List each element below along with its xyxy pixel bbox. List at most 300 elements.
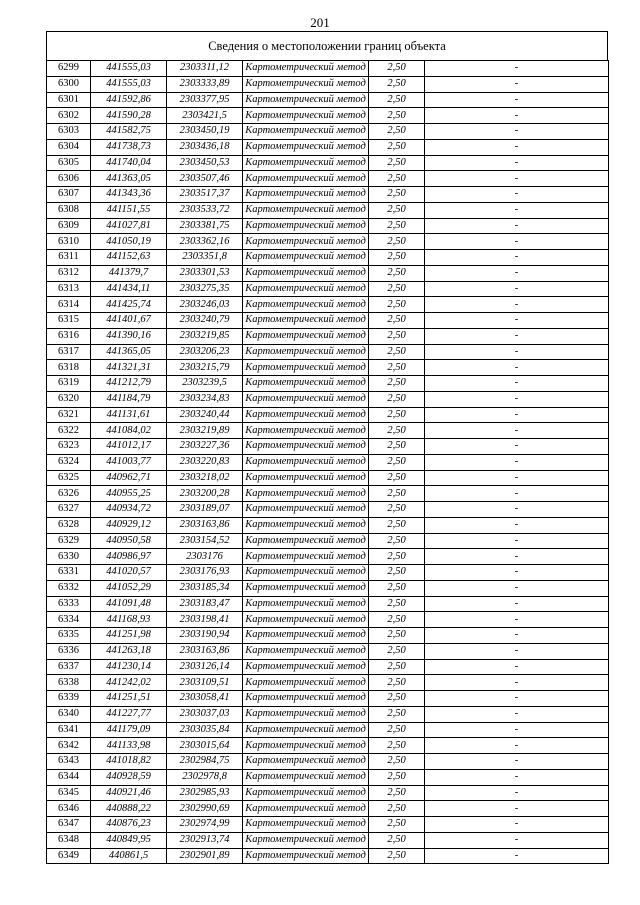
point-number-cell: 6335 xyxy=(47,628,91,644)
method-cell: Картометрический метод xyxy=(243,643,369,659)
x-coordinate-cell: 441363,05 xyxy=(91,171,167,187)
x-coordinate-cell: 441425,74 xyxy=(91,297,167,313)
accuracy-cell: 2,50 xyxy=(369,675,425,691)
point-number-cell: 6337 xyxy=(47,659,91,675)
x-coordinate-cell: 441133,98 xyxy=(91,738,167,754)
x-coordinate-cell: 440888,22 xyxy=(91,801,167,817)
point-number-cell: 6314 xyxy=(47,297,91,313)
table-row xyxy=(47,423,609,439)
description-cell: - xyxy=(425,801,609,817)
y-coordinate-cell: 2303219,85 xyxy=(167,328,243,344)
x-coordinate-cell: 441050,19 xyxy=(91,234,167,250)
table-row xyxy=(47,328,609,344)
point-number-cell: 6307 xyxy=(47,187,91,203)
point-number-cell: 6301 xyxy=(47,92,91,108)
x-coordinate-cell: 441131,61 xyxy=(91,407,167,423)
description-cell: - xyxy=(425,675,609,691)
y-coordinate-cell: 2303240,44 xyxy=(167,407,243,423)
accuracy-cell: 2,50 xyxy=(369,565,425,581)
y-coordinate-cell: 2303246,03 xyxy=(167,297,243,313)
description-cell: - xyxy=(425,533,609,549)
table-row xyxy=(47,580,609,596)
accuracy-cell: 2,50 xyxy=(369,250,425,266)
method-cell: Картометрический метод xyxy=(243,454,369,470)
description-cell: - xyxy=(425,234,609,250)
y-coordinate-cell: 2303450,53 xyxy=(167,155,243,171)
x-coordinate-cell: 440934,72 xyxy=(91,502,167,518)
point-number-cell: 6324 xyxy=(47,454,91,470)
x-coordinate-cell: 440928,59 xyxy=(91,769,167,785)
y-coordinate-cell: 2303219,89 xyxy=(167,423,243,439)
description-cell: - xyxy=(425,281,609,297)
description-cell: - xyxy=(425,139,609,155)
x-coordinate-cell: 440849,95 xyxy=(91,832,167,848)
y-coordinate-cell: 2303190,94 xyxy=(167,628,243,644)
point-number-cell: 6311 xyxy=(47,250,91,266)
accuracy-cell: 2,50 xyxy=(369,517,425,533)
point-number-cell: 6303 xyxy=(47,124,91,140)
y-coordinate-cell: 2302985,93 xyxy=(167,785,243,801)
y-coordinate-cell: 2302901,89 xyxy=(167,848,243,864)
x-coordinate-cell: 441555,03 xyxy=(91,76,167,92)
accuracy-cell: 2,50 xyxy=(369,817,425,833)
description-cell: - xyxy=(425,454,609,470)
description-cell: - xyxy=(425,643,609,659)
table-row xyxy=(47,187,609,203)
x-coordinate-cell: 440955,25 xyxy=(91,486,167,502)
point-number-cell: 6332 xyxy=(47,580,91,596)
accuracy-cell: 2,50 xyxy=(369,328,425,344)
method-cell: Картометрический метод xyxy=(243,738,369,754)
method-cell: Картометрический метод xyxy=(243,108,369,124)
x-coordinate-cell: 440921,46 xyxy=(91,785,167,801)
accuracy-cell: 2,50 xyxy=(369,76,425,92)
point-number-cell: 6321 xyxy=(47,407,91,423)
table-row xyxy=(47,517,609,533)
point-number-cell: 6345 xyxy=(47,785,91,801)
method-cell: Картометрический метод xyxy=(243,565,369,581)
method-cell: Картометрический метод xyxy=(243,848,369,864)
point-number-cell: 6348 xyxy=(47,832,91,848)
method-cell: Картометрический метод xyxy=(243,407,369,423)
description-cell: - xyxy=(425,202,609,218)
x-coordinate-cell: 441012,17 xyxy=(91,439,167,455)
accuracy-cell: 2,50 xyxy=(369,423,425,439)
x-coordinate-cell: 441321,31 xyxy=(91,360,167,376)
point-number-cell: 6339 xyxy=(47,691,91,707)
x-coordinate-cell: 441152,63 xyxy=(91,250,167,266)
accuracy-cell: 2,50 xyxy=(369,155,425,171)
method-cell: Картометрический метод xyxy=(243,376,369,392)
table-row xyxy=(47,281,609,297)
method-cell: Картометрический метод xyxy=(243,139,369,155)
y-coordinate-cell: 2303126,14 xyxy=(167,659,243,675)
method-cell: Картометрический метод xyxy=(243,817,369,833)
description-cell: - xyxy=(425,754,609,770)
point-number-cell: 6341 xyxy=(47,722,91,738)
point-number-cell: 6309 xyxy=(47,218,91,234)
y-coordinate-cell: 2302990,69 xyxy=(167,801,243,817)
y-coordinate-cell: 2303220,83 xyxy=(167,454,243,470)
description-cell: - xyxy=(425,344,609,360)
x-coordinate-cell: 441738,73 xyxy=(91,139,167,155)
table-row xyxy=(47,486,609,502)
boundary-sheet xyxy=(46,31,608,864)
x-coordinate-cell: 441179,09 xyxy=(91,722,167,738)
accuracy-cell: 2,50 xyxy=(369,92,425,108)
method-cell: Картометрический метод xyxy=(243,187,369,203)
description-cell: - xyxy=(425,628,609,644)
y-coordinate-cell: 2303200,28 xyxy=(167,486,243,502)
y-coordinate-cell: 2303275,35 xyxy=(167,281,243,297)
description-cell: - xyxy=(425,391,609,407)
point-number-cell: 6338 xyxy=(47,675,91,691)
table-row xyxy=(47,706,609,722)
point-number-cell: 6334 xyxy=(47,612,91,628)
method-cell: Картометрический метод xyxy=(243,580,369,596)
point-number-cell: 6340 xyxy=(47,706,91,722)
table-row xyxy=(47,313,609,329)
x-coordinate-cell: 441052,29 xyxy=(91,580,167,596)
table-row xyxy=(47,754,609,770)
x-coordinate-cell: 441184,79 xyxy=(91,391,167,407)
method-cell: Картометрический метод xyxy=(243,423,369,439)
x-coordinate-cell: 441027,81 xyxy=(91,218,167,234)
accuracy-cell: 2,50 xyxy=(369,785,425,801)
method-cell: Картометрический метод xyxy=(243,502,369,518)
table-row xyxy=(47,344,609,360)
y-coordinate-cell: 2303189,07 xyxy=(167,502,243,518)
table-row xyxy=(47,722,609,738)
x-coordinate-cell: 440986,97 xyxy=(91,549,167,565)
accuracy-cell: 2,50 xyxy=(369,754,425,770)
x-coordinate-cell: 441590,28 xyxy=(91,108,167,124)
description-cell: - xyxy=(425,407,609,423)
point-number-cell: 6306 xyxy=(47,171,91,187)
accuracy-cell: 2,50 xyxy=(369,769,425,785)
table-row xyxy=(47,218,609,234)
y-coordinate-cell: 2302974,99 xyxy=(167,817,243,833)
table-row xyxy=(47,297,609,313)
x-coordinate-cell: 440962,71 xyxy=(91,470,167,486)
accuracy-cell: 2,50 xyxy=(369,738,425,754)
accuracy-cell: 2,50 xyxy=(369,218,425,234)
table-row xyxy=(47,848,609,864)
description-cell: - xyxy=(425,565,609,581)
x-coordinate-cell: 441251,98 xyxy=(91,628,167,644)
method-cell: Картометрический метод xyxy=(243,517,369,533)
table-row xyxy=(47,502,609,518)
method-cell: Картометрический метод xyxy=(243,439,369,455)
page-number: 201 xyxy=(310,15,330,30)
accuracy-cell: 2,50 xyxy=(369,187,425,203)
method-cell: Картометрический метод xyxy=(243,596,369,612)
accuracy-cell: 2,50 xyxy=(369,139,425,155)
table-row xyxy=(47,250,609,266)
description-cell: - xyxy=(425,738,609,754)
y-coordinate-cell: 2302984,75 xyxy=(167,754,243,770)
accuracy-cell: 2,50 xyxy=(369,706,425,722)
y-coordinate-cell: 2303227,36 xyxy=(167,439,243,455)
accuracy-cell: 2,50 xyxy=(369,439,425,455)
y-coordinate-cell: 2302913,74 xyxy=(167,832,243,848)
accuracy-cell: 2,50 xyxy=(369,360,425,376)
table-row xyxy=(47,92,609,108)
table-row xyxy=(47,155,609,171)
y-coordinate-cell: 2303421,5 xyxy=(167,108,243,124)
table-row xyxy=(47,108,609,124)
y-coordinate-cell: 2303218,02 xyxy=(167,470,243,486)
table-row xyxy=(47,691,609,707)
description-cell: - xyxy=(425,502,609,518)
method-cell: Картометрический метод xyxy=(243,313,369,329)
method-cell: Картометрический метод xyxy=(243,234,369,250)
table-row xyxy=(47,817,609,833)
method-cell: Картометрический метод xyxy=(243,202,369,218)
method-cell: Картометрический метод xyxy=(243,328,369,344)
accuracy-cell: 2,50 xyxy=(369,549,425,565)
method-cell: Картометрический метод xyxy=(243,281,369,297)
point-number-cell: 6316 xyxy=(47,328,91,344)
point-number-cell: 6325 xyxy=(47,470,91,486)
x-coordinate-cell: 441242,02 xyxy=(91,675,167,691)
description-cell: - xyxy=(425,722,609,738)
point-number-cell: 6328 xyxy=(47,517,91,533)
point-number-cell: 6344 xyxy=(47,769,91,785)
accuracy-cell: 2,50 xyxy=(369,612,425,628)
description-cell: - xyxy=(425,250,609,266)
table-row xyxy=(47,265,609,281)
accuracy-cell: 2,50 xyxy=(369,533,425,549)
table-row xyxy=(47,785,609,801)
point-number-cell: 6302 xyxy=(47,108,91,124)
point-number-cell: 6331 xyxy=(47,565,91,581)
description-cell: - xyxy=(425,517,609,533)
table-row xyxy=(47,549,609,565)
method-cell: Картометрический метод xyxy=(243,360,369,376)
accuracy-cell: 2,50 xyxy=(369,124,425,140)
description-cell: - xyxy=(425,470,609,486)
point-number-cell: 6299 xyxy=(47,61,91,77)
accuracy-cell: 2,50 xyxy=(369,454,425,470)
accuracy-cell: 2,50 xyxy=(369,313,425,329)
method-cell: Картометрический метод xyxy=(243,297,369,313)
y-coordinate-cell: 2303351,8 xyxy=(167,250,243,266)
accuracy-cell: 2,50 xyxy=(369,848,425,864)
method-cell: Картометрический метод xyxy=(243,92,369,108)
y-coordinate-cell: 2303240,79 xyxy=(167,313,243,329)
table-row xyxy=(47,234,609,250)
point-number-cell: 6347 xyxy=(47,817,91,833)
point-number-cell: 6313 xyxy=(47,281,91,297)
point-number-cell: 6336 xyxy=(47,643,91,659)
point-number-cell: 6300 xyxy=(47,76,91,92)
accuracy-cell: 2,50 xyxy=(369,502,425,518)
description-cell: - xyxy=(425,848,609,864)
description-cell: - xyxy=(425,360,609,376)
y-coordinate-cell: 2303035,84 xyxy=(167,722,243,738)
table-row xyxy=(47,407,609,423)
y-coordinate-cell: 2303533,72 xyxy=(167,202,243,218)
table-row xyxy=(47,124,609,140)
method-cell: Картометрический метод xyxy=(243,769,369,785)
table-row xyxy=(47,61,609,77)
point-number-cell: 6319 xyxy=(47,376,91,392)
method-cell: Картометрический метод xyxy=(243,691,369,707)
accuracy-cell: 2,50 xyxy=(369,344,425,360)
table-row xyxy=(47,202,609,218)
method-cell: Картометрический метод xyxy=(243,486,369,502)
y-coordinate-cell: 2303381,75 xyxy=(167,218,243,234)
method-cell: Картометрический метод xyxy=(243,612,369,628)
x-coordinate-cell: 440950,58 xyxy=(91,533,167,549)
table-row xyxy=(47,643,609,659)
table-row xyxy=(47,171,609,187)
x-coordinate-cell: 441592,86 xyxy=(91,92,167,108)
description-cell: - xyxy=(425,659,609,675)
y-coordinate-cell: 2303239,5 xyxy=(167,376,243,392)
accuracy-cell: 2,50 xyxy=(369,407,425,423)
table-row xyxy=(47,360,609,376)
y-coordinate-cell: 2303206,23 xyxy=(167,344,243,360)
description-cell: - xyxy=(425,785,609,801)
x-coordinate-cell: 441343,36 xyxy=(91,187,167,203)
accuracy-cell: 2,50 xyxy=(369,643,425,659)
x-coordinate-cell: 441020,57 xyxy=(91,565,167,581)
x-coordinate-cell: 441168,93 xyxy=(91,612,167,628)
description-cell: - xyxy=(425,832,609,848)
point-number-cell: 6317 xyxy=(47,344,91,360)
x-coordinate-cell: 441230,14 xyxy=(91,659,167,675)
accuracy-cell: 2,50 xyxy=(369,202,425,218)
table-row xyxy=(47,659,609,675)
y-coordinate-cell: 2303198,41 xyxy=(167,612,243,628)
accuracy-cell: 2,50 xyxy=(369,391,425,407)
table-row xyxy=(47,738,609,754)
accuracy-cell: 2,50 xyxy=(369,297,425,313)
x-coordinate-cell: 441263,18 xyxy=(91,643,167,659)
y-coordinate-cell: 2303058,41 xyxy=(167,691,243,707)
accuracy-cell: 2,50 xyxy=(369,659,425,675)
point-number-cell: 6304 xyxy=(47,139,91,155)
y-coordinate-cell: 2303377,95 xyxy=(167,92,243,108)
point-number-cell: 6323 xyxy=(47,439,91,455)
method-cell: Картометрический метод xyxy=(243,628,369,644)
accuracy-cell: 2,50 xyxy=(369,832,425,848)
method-cell: Картометрический метод xyxy=(243,344,369,360)
y-coordinate-cell: 2303109,51 xyxy=(167,675,243,691)
description-cell: - xyxy=(425,171,609,187)
description-cell: - xyxy=(425,265,609,281)
x-coordinate-cell: 441084,02 xyxy=(91,423,167,439)
description-cell: - xyxy=(425,76,609,92)
method-cell: Картометрический метод xyxy=(243,265,369,281)
point-number-cell: 6308 xyxy=(47,202,91,218)
table-row xyxy=(47,533,609,549)
table-row xyxy=(47,832,609,848)
coordinates-table-body xyxy=(47,61,609,864)
y-coordinate-cell: 2302978,8 xyxy=(167,769,243,785)
point-number-cell: 6315 xyxy=(47,313,91,329)
table-row xyxy=(47,801,609,817)
x-coordinate-cell: 441434,11 xyxy=(91,281,167,297)
description-cell: - xyxy=(425,549,609,565)
method-cell: Картометрический метод xyxy=(243,801,369,817)
y-coordinate-cell: 2303311,12 xyxy=(167,61,243,77)
description-cell: - xyxy=(425,313,609,329)
description-cell: - xyxy=(425,328,609,344)
description-cell: - xyxy=(425,218,609,234)
x-coordinate-cell: 441018,82 xyxy=(91,754,167,770)
accuracy-cell: 2,50 xyxy=(369,376,425,392)
point-number-cell: 6330 xyxy=(47,549,91,565)
accuracy-cell: 2,50 xyxy=(369,580,425,596)
method-cell: Картометрический метод xyxy=(243,832,369,848)
accuracy-cell: 2,50 xyxy=(369,596,425,612)
method-cell: Картометрический метод xyxy=(243,675,369,691)
x-coordinate-cell: 441555,03 xyxy=(91,61,167,77)
x-coordinate-cell: 441365,05 xyxy=(91,344,167,360)
description-cell: - xyxy=(425,706,609,722)
point-number-cell: 6305 xyxy=(47,155,91,171)
method-cell: Картометрический метод xyxy=(243,533,369,549)
table-row xyxy=(47,76,609,92)
x-coordinate-cell: 441740,04 xyxy=(91,155,167,171)
y-coordinate-cell: 2303507,46 xyxy=(167,171,243,187)
x-coordinate-cell: 440861,5 xyxy=(91,848,167,864)
description-cell: - xyxy=(425,769,609,785)
y-coordinate-cell: 2303176 xyxy=(167,549,243,565)
point-number-cell: 6312 xyxy=(47,265,91,281)
accuracy-cell: 2,50 xyxy=(369,281,425,297)
x-coordinate-cell: 441091,48 xyxy=(91,596,167,612)
method-cell: Картометрический метод xyxy=(243,549,369,565)
description-cell: - xyxy=(425,124,609,140)
y-coordinate-cell: 2303183,47 xyxy=(167,596,243,612)
y-coordinate-cell: 2303163,86 xyxy=(167,643,243,659)
description-cell: - xyxy=(425,187,609,203)
method-cell: Картометрический метод xyxy=(243,391,369,407)
method-cell: Картометрический метод xyxy=(243,722,369,738)
x-coordinate-cell: 441151,55 xyxy=(91,202,167,218)
y-coordinate-cell: 2303450,19 xyxy=(167,124,243,140)
accuracy-cell: 2,50 xyxy=(369,486,425,502)
point-number-cell: 6327 xyxy=(47,502,91,518)
accuracy-cell: 2,50 xyxy=(369,722,425,738)
description-cell: - xyxy=(425,92,609,108)
description-cell: - xyxy=(425,376,609,392)
point-number-cell: 6326 xyxy=(47,486,91,502)
description-cell: - xyxy=(425,817,609,833)
y-coordinate-cell: 2303301,53 xyxy=(167,265,243,281)
description-cell: - xyxy=(425,439,609,455)
description-cell: - xyxy=(425,486,609,502)
y-coordinate-cell: 2303517,37 xyxy=(167,187,243,203)
accuracy-cell: 2,50 xyxy=(369,234,425,250)
table-row xyxy=(47,139,609,155)
x-coordinate-cell: 440876,23 xyxy=(91,817,167,833)
method-cell: Картометрический метод xyxy=(243,754,369,770)
y-coordinate-cell: 2303333,89 xyxy=(167,76,243,92)
y-coordinate-cell: 2303176,93 xyxy=(167,565,243,581)
description-cell: - xyxy=(425,596,609,612)
method-cell: Картометрический метод xyxy=(243,785,369,801)
x-coordinate-cell: 441401,67 xyxy=(91,313,167,329)
accuracy-cell: 2,50 xyxy=(369,628,425,644)
point-number-cell: 6320 xyxy=(47,391,91,407)
accuracy-cell: 2,50 xyxy=(369,691,425,707)
y-coordinate-cell: 2303154,52 xyxy=(167,533,243,549)
